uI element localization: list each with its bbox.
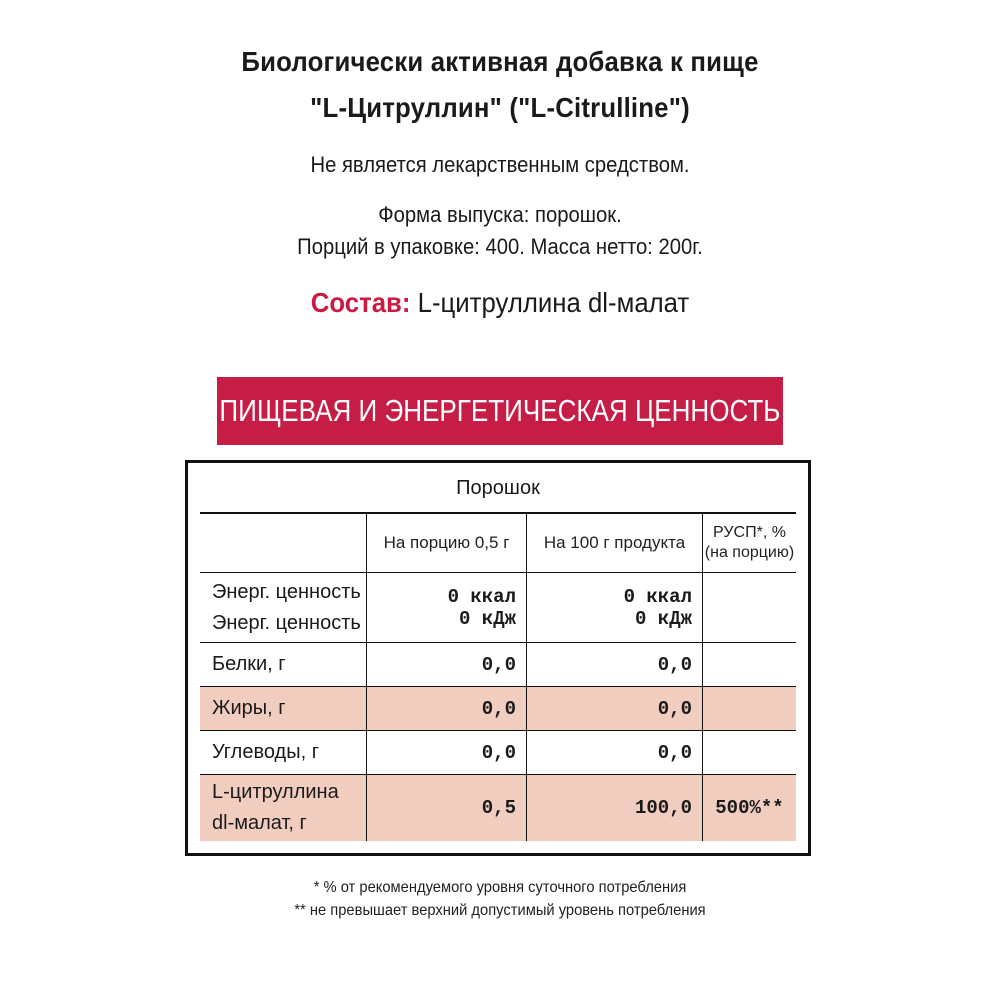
per-portion-value	[366, 573, 526, 642]
header-per-100g: На 100 г продукта	[526, 513, 702, 572]
row-label: Углеводы, г	[212, 741, 319, 763]
row-label-kcal: Энерг. ценность	[212, 580, 361, 603]
footnotes	[0, 876, 1000, 922]
table-grid	[200, 513, 796, 841]
row-label	[200, 573, 366, 642]
table-row-carbs	[200, 731, 796, 775]
per-100g-kcal: 0 ккал	[623, 585, 692, 608]
nutrition-banner-text: ПИЩЕВАЯ И ЭНЕРГЕТИЧЕСКАЯ ЦЕННОСТЬ	[219, 393, 781, 428]
per-100g-value: 0,0	[526, 687, 702, 730]
row-label-line1: L-цитруллина	[212, 781, 339, 803]
header-empty-cell	[200, 513, 366, 572]
composition-value: L-цитруллина dl-малат	[417, 287, 690, 318]
nutrition-banner	[217, 377, 783, 445]
table-header-row	[200, 513, 796, 573]
product-title-line1: Биологически активная добавка к пище	[241, 46, 759, 77]
per-100g-value	[526, 573, 702, 642]
footnote-upper-limit: ** не превышает верхний допустимый уровень потребления	[294, 902, 706, 919]
row-label-line2: dl-малат, г	[212, 812, 307, 834]
table-row-fat	[200, 687, 796, 731]
rusp-value: 500%**	[702, 775, 796, 841]
per-portion-value: 0,5	[366, 775, 526, 841]
per-portion-value: 0,0	[366, 643, 526, 686]
table-row-citrulline	[200, 775, 796, 841]
table-row-energy	[200, 573, 796, 643]
footnote-rusp: * % от рекомендуемого уровня суточного потребления	[313, 879, 687, 896]
product-title-line2: "L-Цитруллин" ("L-Citrulline")	[310, 92, 690, 123]
header-rusp-line2: (на порцию)	[704, 543, 795, 561]
composition-label: Состав:	[310, 287, 411, 318]
rusp-value	[702, 643, 796, 686]
header-rusp-line1: РУСП*, %	[713, 523, 786, 541]
table-row-protein	[200, 643, 796, 687]
table-caption: Порошок	[456, 476, 540, 499]
release-form: Форма выпуска: порошок.	[378, 202, 622, 227]
per-100g-kj: 0 кДж	[634, 607, 692, 630]
portions-and-weight: Порций в упаковке: 400. Масса нетто: 200г.	[297, 234, 703, 259]
rusp-value	[702, 573, 796, 642]
per-portion-kcal: 0 ккал	[447, 585, 516, 608]
per-portion-value: 0,0	[366, 687, 526, 730]
per-100g-value: 0,0	[526, 643, 702, 686]
per-100g-value: 100,0	[526, 775, 702, 841]
row-label	[200, 775, 366, 841]
header-per-portion: На порцию 0,5 г	[366, 513, 526, 572]
row-label-kj: Энерг. ценность	[212, 611, 361, 634]
composition	[40, 287, 960, 319]
nutrition-table	[185, 460, 811, 856]
rusp-value	[702, 687, 796, 730]
not-medicine-notice: Не является лекарственным средством.	[310, 152, 690, 177]
row-label: Жиры, г	[212, 697, 286, 719]
rusp-value	[702, 731, 796, 774]
per-100g-value: 0,0	[526, 731, 702, 774]
per-portion-value: 0,0	[366, 731, 526, 774]
row-label: Белки, г	[212, 653, 286, 675]
header-rusp	[702, 513, 796, 572]
per-portion-kj: 0 кДж	[458, 607, 516, 630]
